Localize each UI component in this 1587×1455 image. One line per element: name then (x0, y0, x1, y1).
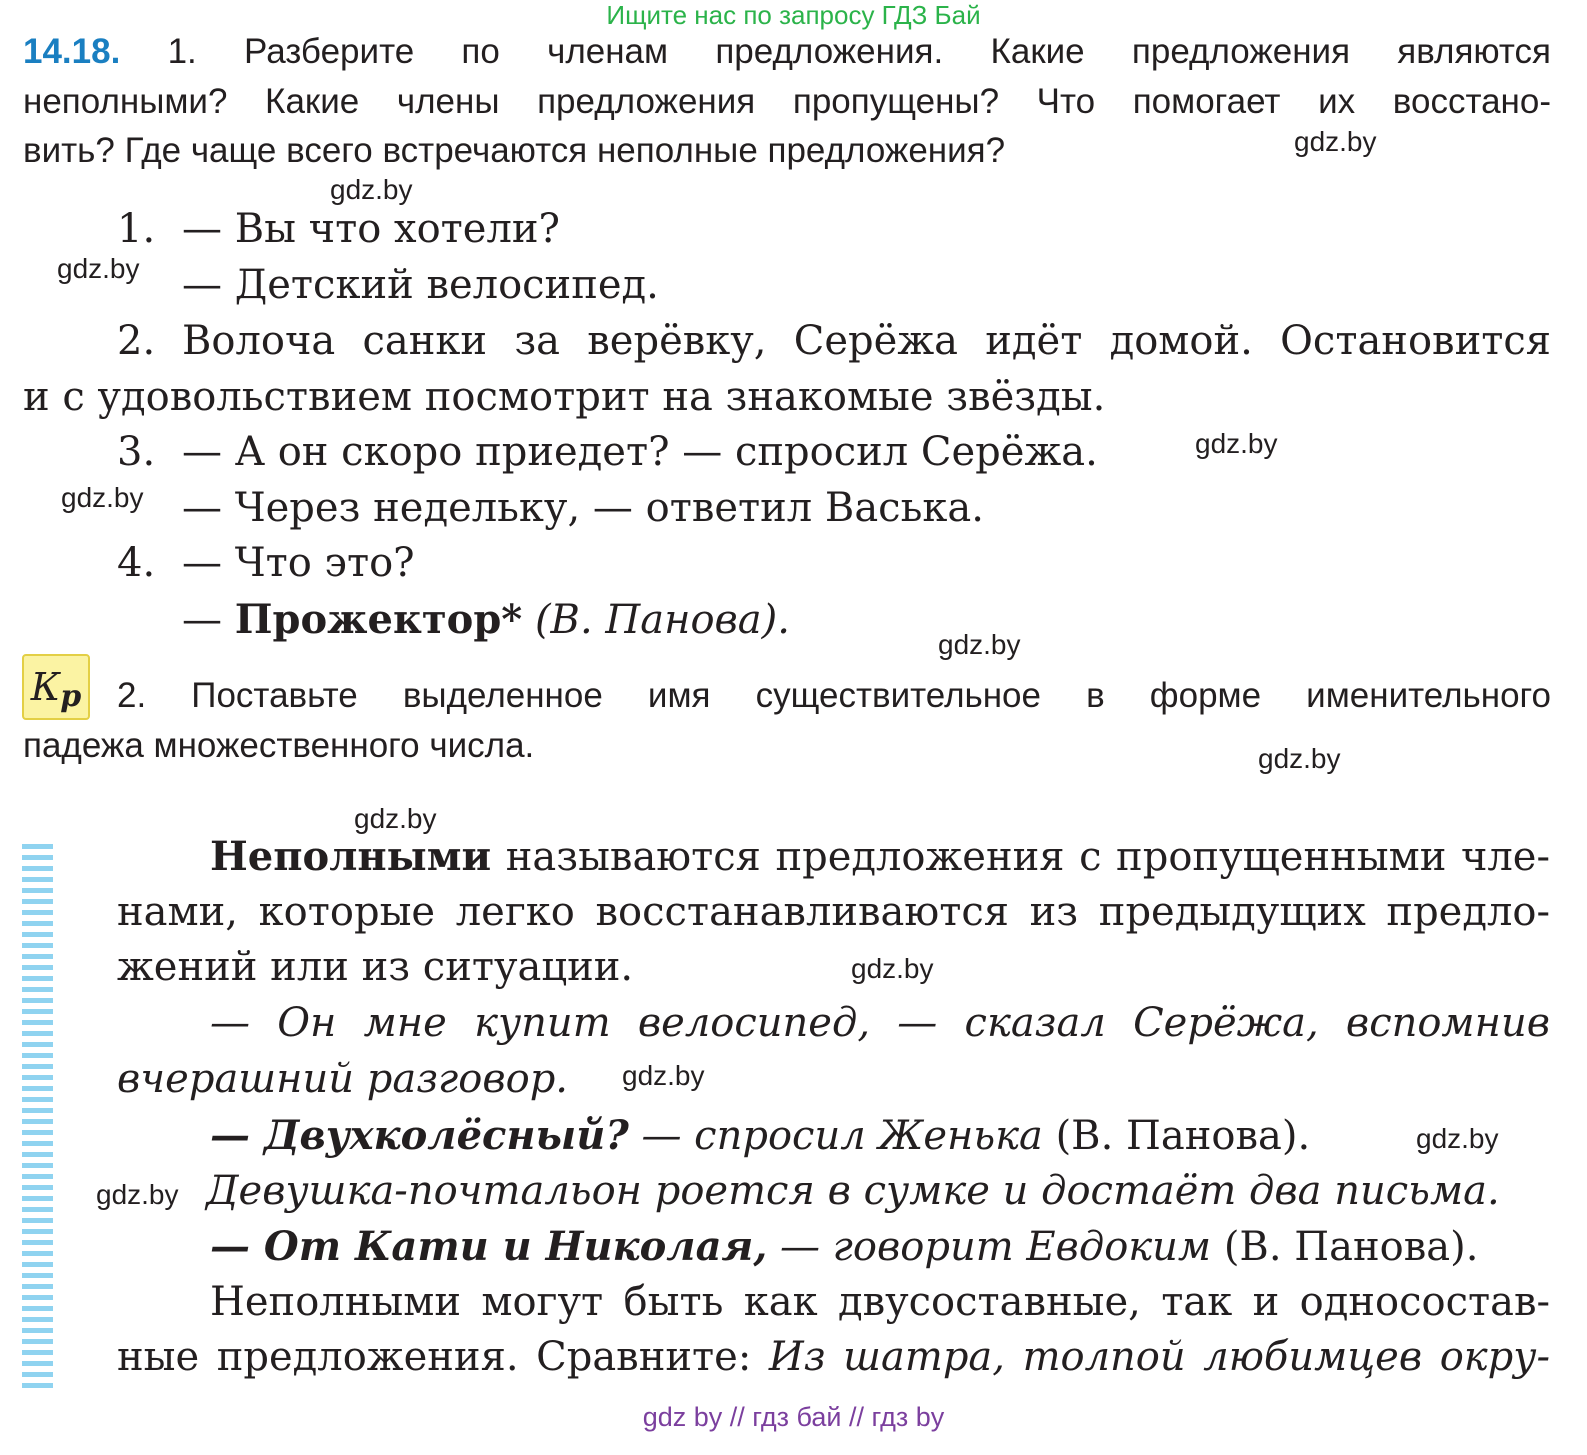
watermark: gdz.by (1195, 428, 1278, 459)
task-line-3: вить? Где чаще всего встречаются неполные предложения? (23, 131, 1006, 170)
rule-line-6 (210, 1112, 1310, 1159)
rule-line-8-italic: — говорит Евдоким (779, 1224, 1212, 1270)
rule-line-9: Неполными могут быть как двусоставные, так и односостав- (210, 1279, 1550, 1325)
watermark: gdz.by (622, 1060, 705, 1091)
rule-line-3: жений или из ситуации. (117, 944, 634, 990)
rule-line-1 (210, 833, 1550, 880)
watermark: gdz.by (57, 253, 140, 284)
example-4-number: 4. (117, 540, 156, 586)
rule-line-8 (210, 1223, 1478, 1270)
top-banner: Ищите нас по запросу ГДЗ Бай (606, 0, 981, 30)
watermark: gdz.by (96, 1179, 179, 1210)
bottom-banner: gdz by // гдз бай // гдз by (642, 1402, 945, 1432)
rule-stripes-decoration (22, 844, 53, 1392)
rule-line-5: вчерашний разговор. (117, 1056, 569, 1102)
kp-badge-sub: р (60, 679, 82, 714)
example-3-number: 3. (117, 429, 156, 475)
rule-line-8-author: (В. Панова). (1223, 1224, 1479, 1270)
watermark: gdz.by (61, 482, 144, 513)
watermark: gdz.by (354, 803, 437, 834)
rule-line-6-bold: — Двухколёсный? (210, 1112, 629, 1159)
rule-line-7: Девушка-почтальон роется в сумке и достаёт два письма. (206, 1168, 1500, 1214)
example-4-dash: — (182, 597, 222, 643)
task-number: 14.18. (23, 32, 121, 71)
task-line-2: неполными? Какие члены предложения пропущены? Что помогает их восстано- (23, 82, 1551, 121)
example-1-line-a: — Вы что хотели? (182, 206, 560, 252)
watermark: gdz.by (938, 629, 1021, 660)
rule-line-2: нами, которые легко восстанавливаются из предыдущих предло- (117, 889, 1550, 935)
example-2-number: 2. (117, 318, 156, 364)
task2-line-1: 2. Поставьте выделенное имя существительное в форме именительного (117, 676, 1551, 715)
rule-term: Неполными (210, 833, 492, 880)
example-3-line-a: — А он скоро приедет? — спросил Серёжа. (182, 429, 1098, 475)
example-3-line-b: — Через недельку, — ответил Васька. (182, 485, 984, 531)
example-2-line-b: и с удовольствием посмотрит на знакомые звёзды. (23, 374, 1106, 420)
watermark: gdz.by (851, 953, 934, 984)
rule-line-10-italic: Из шатра, толпой любимцев окру- (768, 1334, 1550, 1380)
example-4-line-a: — Что это? (182, 540, 415, 586)
kp-badge-icon (22, 654, 90, 720)
watermark: gdz.by (1258, 743, 1341, 774)
task-line-1 (23, 32, 1551, 72)
rule-line-6-author: (В. Панова). (1055, 1113, 1311, 1159)
task-line-1-text: 1. Разберите по членам предложения. Какие предложения являются (167, 32, 1551, 71)
example-4-line-b (182, 596, 790, 643)
example-1-number: 1. (117, 206, 156, 252)
rule-line-6-italic: — спросил Женька (641, 1113, 1043, 1159)
example-2-line-a: Волоча санки за верёвку, Серёжа идёт домой. Остановится (182, 318, 1551, 364)
kp-badge-letter: К (30, 665, 61, 709)
rule-line-8-bold: — От Кати и Николая, (210, 1223, 768, 1270)
example-4-word: Прожектор* (234, 596, 523, 643)
watermark: gdz.by (1294, 126, 1377, 157)
watermark: gdz.by (330, 174, 413, 205)
rule-line-10 (117, 1334, 1550, 1380)
example-1-line-b: — Детский велосипед. (182, 262, 659, 308)
rule-line-4: — Он мне купит велосипед, — сказал Серёжа, вспомнив (210, 1000, 1550, 1046)
task2-line-2: падежа множественного числа. (23, 726, 535, 765)
rule-line-10-plain: ные предложения. Сравните: (117, 1334, 752, 1380)
example-4-author: (В. Панова). (534, 597, 790, 643)
rule-line-1-text: называются предложения с пропущенными чле- (505, 834, 1550, 880)
watermark: gdz.by (1416, 1123, 1499, 1154)
